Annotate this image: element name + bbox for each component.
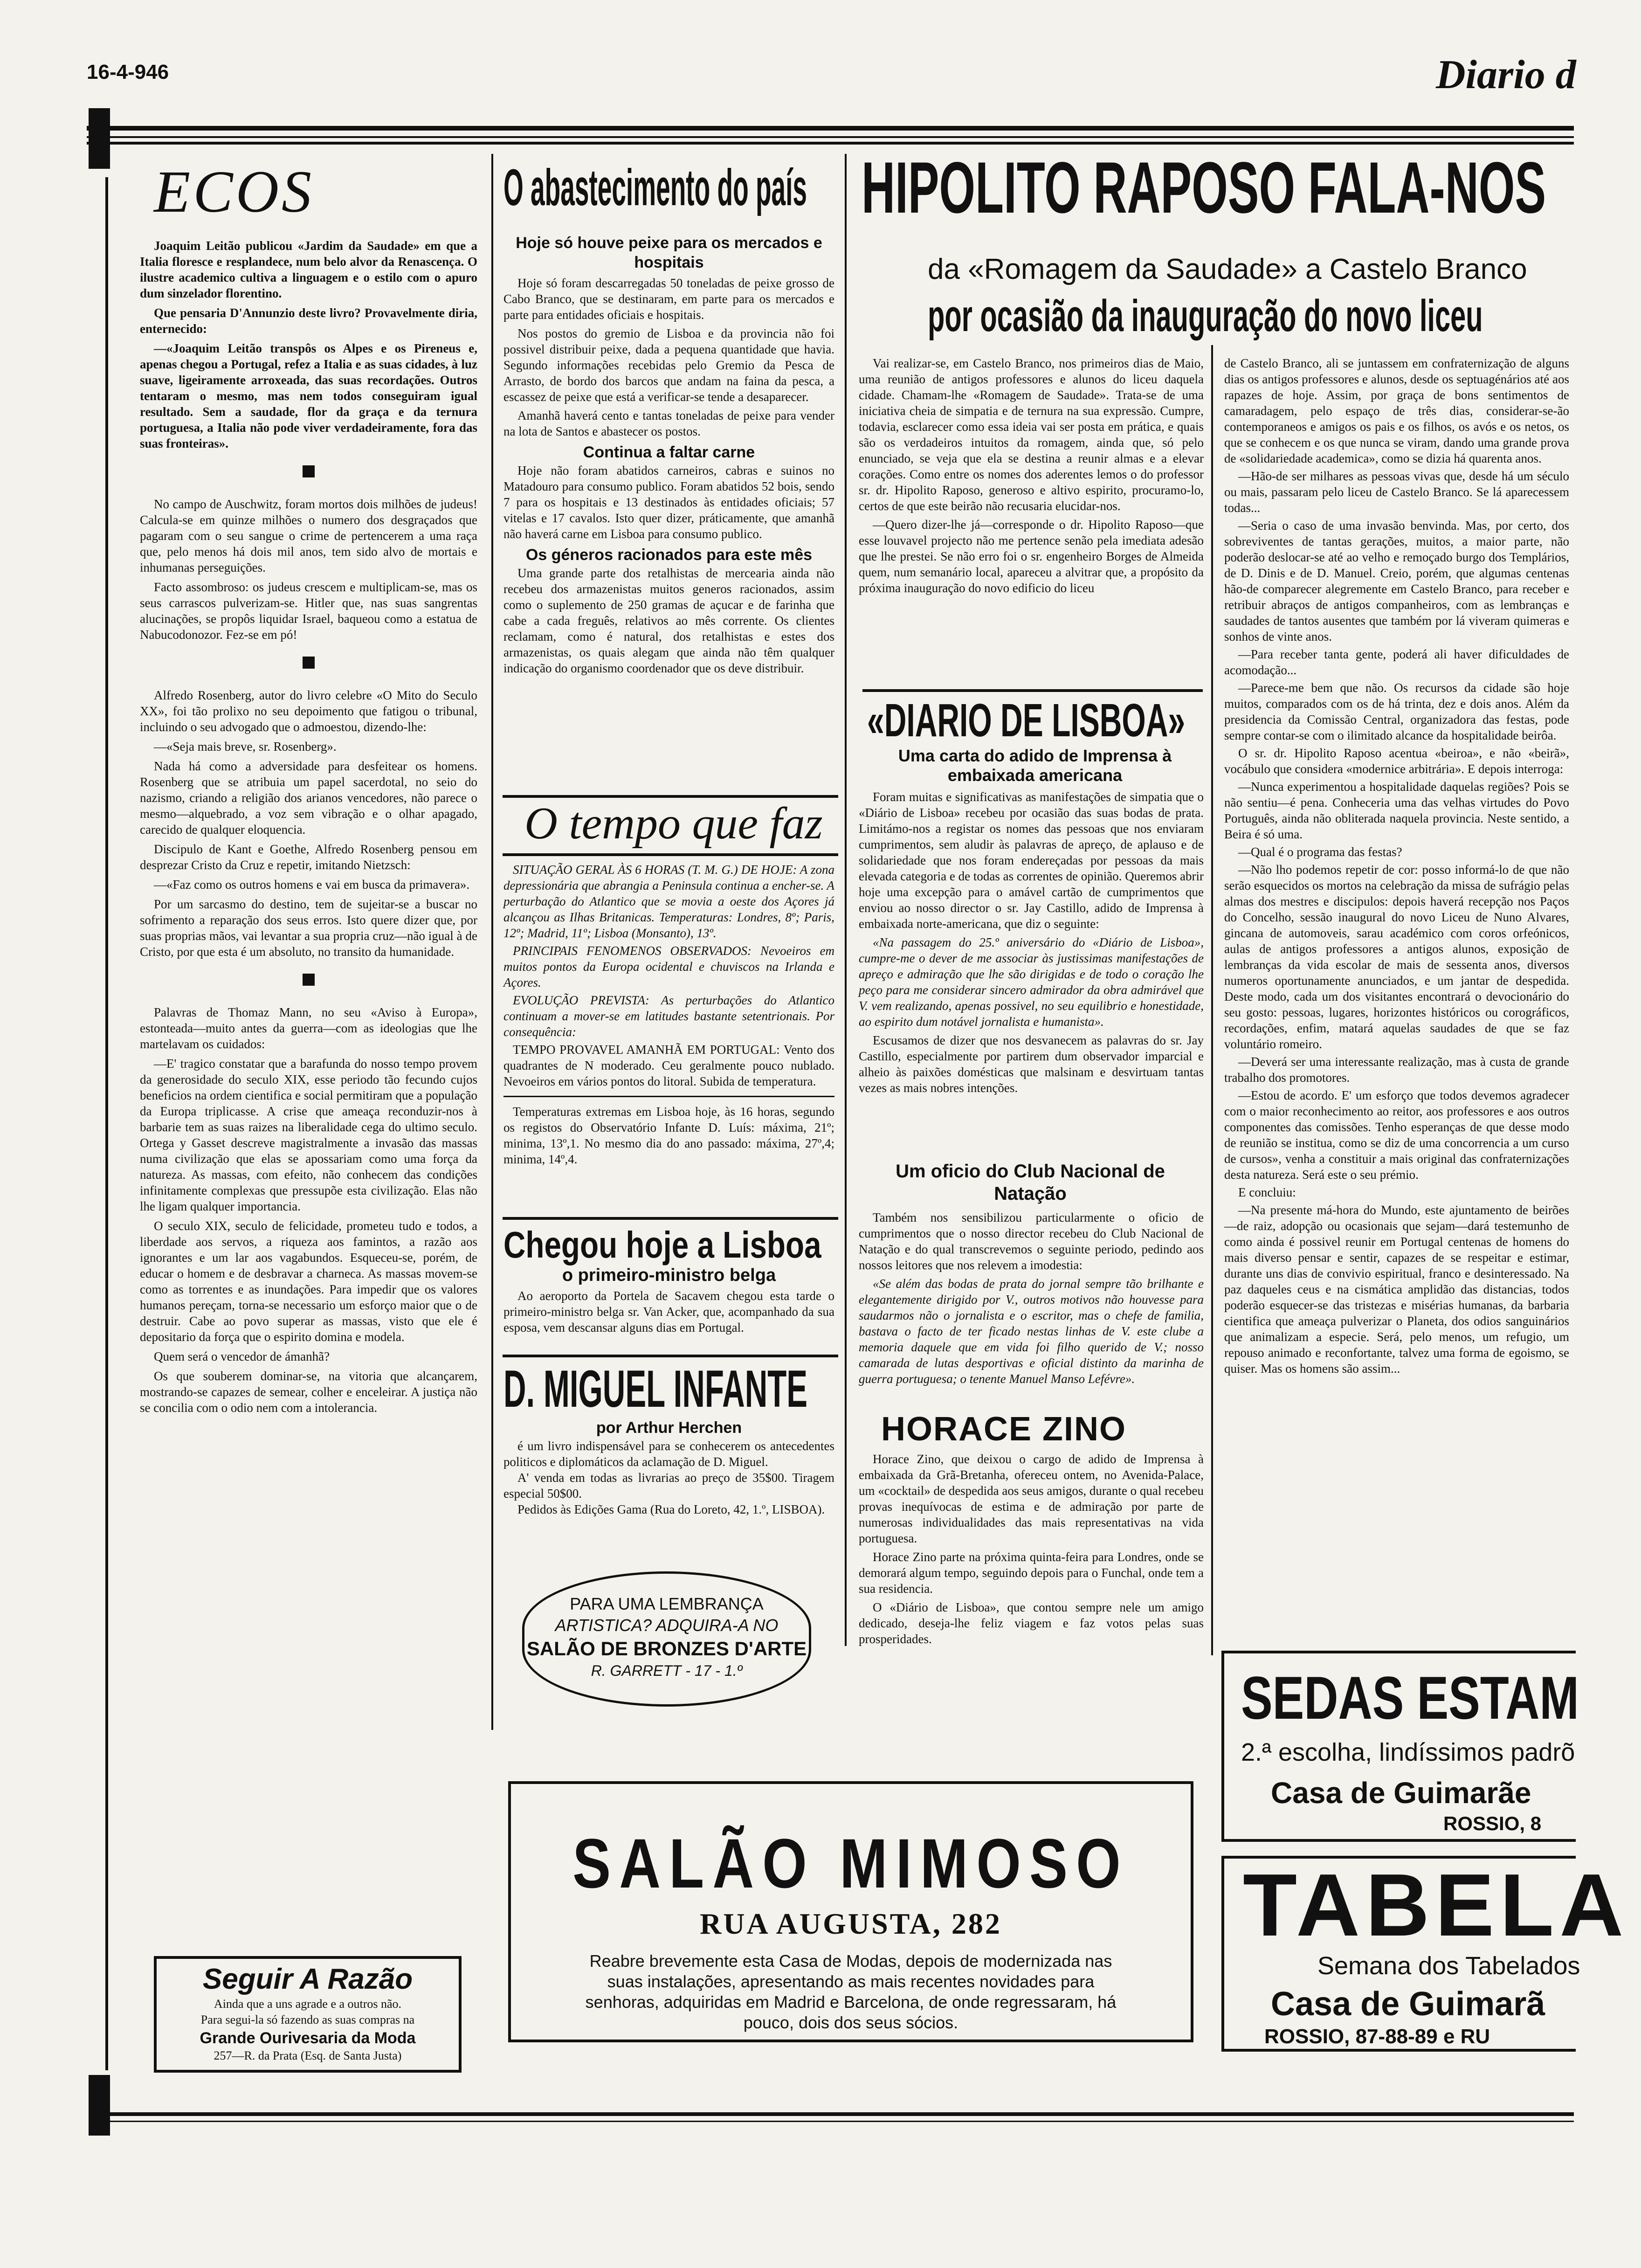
ad-subtitle: 2.ª escolha, lindíssimos padrõ xyxy=(1241,1738,1575,1766)
left-margin-block-bottom xyxy=(89,2075,110,2136)
column-rule-2 xyxy=(845,154,847,1646)
ad-line: PARA UMA LEMBRANÇA xyxy=(570,1594,764,1613)
paragraph: —Parece-me bem que não. Os recursos da cidade são hoje muitos, comparados com os de há trinta, dez e dois anos. Além da presidencia da Comissão Central, organizadora das festas, pode sempre contar-se com o ilimitado alcance da hospitalidade beirôa. xyxy=(1224,681,1569,742)
ecos-paragraph: Os que souberem dominar-se, na vitoria que alcançarem, mostrando-se capazes de semear, colher e enceleirar. A justiça não se concilia com o odio nem com a intolerancia. xyxy=(140,1369,477,1415)
paragraph: Foram muitas e significativas as manifestações de simpatia que o «Diário de Lisboa» recebeu por ocasião das suas bodas de prata. Limitámo-nos a registar os nomes das pessoas que nos enviaram cumprimentos, sem aludir às palavras de apreço, de aplauso e de solidariedade que nos foram endereçadas por pessoas da mais elevada categoria e de todas as correntes de opinião. Queremos abrir hoje uma excepção para o amável cartão de cumprimentos que enviou ao nosso director o sr. Jay Castillo, adido de Imprensa à embaixada norte-americana, que diz o seguinte: xyxy=(859,790,1204,931)
ad-title: SEDAS ESTAM xyxy=(1241,1664,1579,1732)
masthead: Diario d xyxy=(1436,52,1576,97)
chegou-title xyxy=(503,1224,834,1266)
header-rule-thin xyxy=(87,136,1574,138)
ad-line: Ainda que a uns agrade e a outros não. xyxy=(214,1997,402,2011)
paragraph: de Castelo Branco, ali se juntassem em confraternização de alguns dias os antigos professores e alunos, desde os septuagénários até aos rapazes de hoje. Assim, por graça de bons sentimentos de camaradagem, pelo espaço de três dias, considerar-se-ão contemporaneos e amigos os pais e os filhos, os avós e os netos, os que se conhecem e os que nunca se viram, dando uma grande prova de «solidariedade academica», como se dizia há quarenta anos. xyxy=(1224,356,1569,465)
section-bullet-icon xyxy=(303,465,315,477)
miguel-title-text: D. MIGUEL INFANTE xyxy=(503,1360,808,1418)
paragraph: Hoje só foram descarregadas 50 toneladas de peixe grosso de Cabo Branco, que se destinaram, em parte para os mercados e parte para entidades oficiais e hospitais. xyxy=(503,276,834,322)
ad-bronzes-d-arte xyxy=(522,1571,811,1707)
hipolito-title xyxy=(862,147,1546,228)
subhead: Os géneros racionados para este mês xyxy=(525,546,813,564)
chegou-body: Ao aeroporto da Portela de Sacavem chegou esta tarde o primeiro-ministro belga sr. Van Acker, que, acompanhado da sua esposa, vem descansar alguns dias em Portugal. xyxy=(503,1289,834,1335)
paragraph: —Estou de acordo. E' um esforço que todos devemos agradecer com o maior reconhecimento ao reitor, aos professores e aos outros componentes das comissões. Tenho esperanças de que desse modo de reunião se institua, como se diz de uma concorrencia a um curso de cursos», venha a constituir a mais original das confraternizações desta natureza. Será este o seu prémio. xyxy=(1224,1088,1569,1182)
club-body xyxy=(859,1210,1204,1387)
dl-title xyxy=(867,695,1203,746)
paragraph: PRINCIPAIS FENOMENOS OBSERVADOS: Nevoeiros em muitos pontos da Europa ocidental e chuviscos na Irlanda e Açores. xyxy=(503,944,834,989)
ecos-paragraph: O seculo XIX, seculo de felicidade, prometeu tudo e todos, a liberdade aos servos, a riqueza aos famintos, a razão aos ignorantes e um lar aos vagabundos. Esqueceu-se, porém, de educar o homem e de desbravar a charneca. As massas movem-se como as torrentes e as inundações. Para impedir que os valores humanos pereçam, torna-se necessario um esforço maior que o de destruir. Cabe ao povo superar as massas, visto que ele é depositario da força que o espirito domina e modela. xyxy=(140,1219,477,1344)
paragraph: —Nunca experimentou a hospitalidade daquelas regiões? Pois se não sentiu—é pena. Conheceria uma das velhas virtudes do Povo Português, ainda não obliterada naquela provincia. Neste sentido, a Beira é só uma. xyxy=(1224,780,1569,841)
miguel-title xyxy=(503,1359,834,1420)
paragraph: —Hão-de ser milhares as pessoas vivas que, desde há um século ou mais, passaram pelo liceu de Castelo Branco. Se lá aparecessem todas... xyxy=(1224,469,1569,515)
ecos-paragraph: —«Faz como os outros homens e vai em busca da primavera». xyxy=(154,878,470,892)
chegou-title-text: Chegou hoje a Lisboa xyxy=(503,1224,821,1265)
club-title: Um oficio do Club Nacional de Natação xyxy=(896,1161,1165,1204)
left-margin-block xyxy=(89,108,110,169)
paragraph: —Deverá ser uma interessante realização, mas à custa de grande trabalho dos promotores. xyxy=(1224,1055,1569,1085)
ecos-paragraph: No campo de Auschwitz, foram mortos dois milhões de judeus! Calcula-se em quinze milhões o numero dos desgraçados que pagaram com o seu sangue o crime de pertencerem a uma raça que, pelo menos há dois mil anos, tem sido alvo de mortais e inhumanas perseguições. xyxy=(140,497,477,574)
tempo-title: O tempo que faz xyxy=(524,798,823,849)
paragraph: Horace Zino parte na próxima quinta-feira para Londres, onde se demorará algum tempo, seguindo depois para o Funchal, onde tem a sua residencia. xyxy=(859,1550,1204,1596)
abastecimento-title-text: O abastecimento do país xyxy=(503,159,807,216)
paragraph: —Seria o caso de uma invasão benvinda. Mas, por certo, dos sobreviventes de tantas gerações, muitos, a maior parte, não poderão deslocar-se até ao velho e remoçado burgo dos Templários, de D. Dinis e de D. Manuel. Creio, porém, que algumas centenas hão-de comparecer alegremente em Castelo Branco, para receber e retribuir abraços de antigos companheiros, com as lembranças e saudades de tantos ausentes que também por lá viveram quimeras e sonhos de vinte anos. xyxy=(1224,519,1569,643)
ad-line: ARTISTICA? ADQUIRA-A NO xyxy=(555,1616,779,1635)
header-rule xyxy=(87,126,1574,131)
paragraph: —Não lho podemos repetir de cor: posso informá-lo de que não serão esquecidos os mortos na celebração da missa de sufrágio pelas almas dos mestres e discipulos: depois haverá recepção nos Paços do Concelho, sessão inaugural do novo Liceu de Nuno Alvares, gincana de automoveis, sarau académico com coros orfeónicos, aulas de antigos professores a antigos alunos, exposição de lembranças da vida escolar de mais de sessenta anos, diversos numeros oportunamente anunciados, e um jantar de despedida. Deste modo, cada um dos visitantes encontrará o devocionário do seu gosto: pessoas, lugares, horizontes históricos ou corográficos, recordações, enfim, matará aquelas saudades de que se faz voluntário romeiro. xyxy=(1224,863,1569,1051)
hipolito-col-1 xyxy=(859,355,1204,596)
paragraph: —Para receber tanta gente, poderá ali haver dificuldades de acomodação... xyxy=(1224,647,1569,677)
ad-body: Reabre brevemente esta Casa de Modas, depois de modernizada nas suas instalações, apresentando as mais recentes novidades para senhoras, adquiridas em Madrid e Barcelona, de onde regressaram, há pouco, dois dos seus sócios. xyxy=(585,1951,1117,2032)
header-rule-2 xyxy=(87,142,1574,145)
subhead: Hoje só houve peixe para os mercados e hospitais xyxy=(516,234,822,271)
abastecimento-body xyxy=(503,233,834,676)
miguel-byline: por Arthur Herchen xyxy=(596,1419,742,1437)
ecos-paragraph: —«Seja mais breve, sr. Rosenberg». xyxy=(154,740,337,754)
ecos-paragraph: Por um sarcasmo do destino, tem de sujeitar-se a buscar no sofrimento a reparação dos seus erros. Isto quere dizer que, por suas proprias mãos, vai levantar a sua propria cruz—não igual à de Cristo, por que esta é um absoluto, no transito da humanidade. xyxy=(140,897,477,959)
chegou-subtitle: o primeiro-ministro belga xyxy=(562,1265,776,1285)
subhead: Continua a faltar carne xyxy=(583,443,755,461)
hipolito-title-text: HIPOLITO RAPOSO FALA-NOS xyxy=(862,147,1546,228)
ad-address: ROSSIO, 8 xyxy=(1443,1812,1542,1834)
tempo-body xyxy=(503,862,834,1167)
paragraph: Escusamos de dizer que nos desvanecem as palavras do sr. Jay Castillo, especialmente por partirem dum observador imparcial e alheio às paixões domésticas que malsinam e desvirtuam tantas vezes as mais nobres intenções. xyxy=(859,1033,1204,1095)
footer-rule xyxy=(110,2112,1574,2116)
ad-address: 257—R. da Prata (Esq. de Santa Justa) xyxy=(214,2049,402,2062)
paragraph: «Na passagem do 25.º aniversário do «Diário de Lisboa», cumpre-me o dever de me associar às justissimas manifestações de apreço e admiração que lhe são dirigidas e de todo o coração lhe peço para me considerar sincero admirador da obra admirável que V. vem realizando, apenas possivel, no seu equilibrio e honestidade, ao espirito dum notável jornalista e humanista». xyxy=(859,935,1204,1029)
paragraph: Amanhã haverá cento e tantas toneladas de peixe para vender na lota de Santos e abastecer os postos. xyxy=(503,408,834,438)
hipolito-col-2 xyxy=(1224,355,1569,1376)
issue-date: 16-4-946 xyxy=(87,61,169,83)
paragraph: Hoje não foram abatidos carneiros, cabras e suinos no Matadouro para consumo publico. Foram abatidos 52 bois, sendo 7 para os hospitais e 13 destinados às entidades oficiais; 57 vitelas e 17 cavalos. Isto quer dizer, práticamente, que amanhã não haverá carne em Lisboa para consumo publico. xyxy=(503,463,834,541)
ecos-title: ECOS xyxy=(154,159,314,225)
ad-address: RUA AUGUSTA, 282 xyxy=(700,1907,1002,1940)
dl-box-top xyxy=(862,689,1203,692)
paragraph: E concluiu: xyxy=(1238,1185,1296,1199)
paragraph: A' venda em todas as livrarias ao preço de 35$00. Tiragem especial 50$00. xyxy=(503,1471,834,1500)
paragraph: —Quero dizer-lhe já—corresponde o dr. Hipolito Raposo—que esse louvavel projecto não me pertence senão pela imediata adesão que lhe prestei. Se não erro foi o sr. engenheiro Borges de Almeida quem, num semanário local, apareceu a alvitrar que, a propósito da próxima inauguração do novo edificio do liceu xyxy=(859,518,1204,595)
paragraph: Temperaturas extremas em Lisboa hoje, às 16 horas, segundo os registos do Observatório Infante D. Luís: máxima, 21º; minima, 13º,1. No mesmo dia do ano passado: máxima, 27º,4; minima, 14º,4. xyxy=(503,1105,834,1166)
column-rule-3 xyxy=(1211,345,1213,1655)
ecos-paragraph: Palavras de Thomaz Mann, no seu «Aviso à Europa», estonteada—muito antes da guerra—com as ideologias que lhe martelavam os cuidados: xyxy=(140,1005,477,1051)
hipolito-subtitle-2 xyxy=(928,293,1552,339)
paragraph: Vai realizar-se, em Castelo Branco, nos primeiros dias de Maio, uma reunião de antigos professores e alunos do liceu daquela cidade. Chamam-lhe «Romagem de Saudade». Trata-se de uma iniciativa cheia de simpatia e de ternura na sua expressão. Cumpre, todavia, esclarecer como essa ideia vai ser posta em prática, e quais são os verdadeiros intuitos da romagem, ainda que, só pelo enunciado, se veja que ela se destina a reunir almas e a elevar corações. Como entre os nomes dos aderentes lemos o do professor sr. dr. Hipolito Raposo, generoso e altivo espirito, procuramo-lo, certos de que este beirão não recusaria elucidar-nos. xyxy=(859,356,1204,513)
ad-salao-mimoso xyxy=(508,1781,1193,2042)
miguel-body xyxy=(503,1438,834,1517)
ecos-body xyxy=(140,238,477,1419)
dl-body xyxy=(859,789,1204,1096)
paragraph: «Se além das bodas de prata do jornal sempre tão brilhante e elegantemente dirigido por V., outros motivos não houvesse para saudarmos não o jornalista e o escritor, mas o chefe de familia, bastava o facto de ter ficado nestas linhas de V. este clube a memoria daquele que em vida foi filho querido de V.; nosso camarada de lutas desportivas e oficial distinto da marinha de guerra portuguesa; o tenente Manuel Manso Lefévre». xyxy=(859,1277,1204,1386)
ecos-paragraph: Nada há como a adversidade para desfeitear os homens. Rosenberg que se atribuia um papel sacerdotal, no seio do nazismo, criando a religião dos arianos vencedores, não parece o mesmo—alquebrado, a voz sem vibração e o olhar apagado, carecido de qualquer eloquencia. xyxy=(140,759,477,837)
ad-address: ROSSIO, 87-88-89 e RU xyxy=(1264,2025,1490,2048)
ad-shop: Casa de Guimarã xyxy=(1271,1985,1545,2023)
paragraph: SITUAÇÃO GERAL ÀS 6 HORAS (T. M. G.) DE HOJE: A zona depressionária que abrangia a Peninsula continua a encher-se. A perturbação do Atlantico que se movia a oeste dos Açores já alcançou as Ilhas Britanicas. Temperaturas: Londres, 8º; Paris, 12º; Madrid, 11º; Lisboa (Monsanto), 13º. xyxy=(503,863,834,940)
paragraph: Nos postos do gremio de Lisboa e da provincia não foi possivel distribuir peixe, dada a pequena quantidade que havia. Segundo informações recebidas pelo Gremio da Pesca de Arrasto, de bordo dos barcos que andam na faina da pesca, a escassez de peixe que está a verificar-se tende a desaparecer. xyxy=(503,326,834,404)
zino-body xyxy=(859,1451,1204,1647)
ad-title: TABELA xyxy=(1243,1856,1629,1955)
paragraph: EVOLUÇÃO PREVISTA: As perturbações do Atlantico continuam a mover-se em latitudes bastante setentrionais. Por consequência: xyxy=(503,993,834,1039)
paragraph: Horace Zino, que deixou o cargo de adido de Imprensa à embaixada da Grã-Bretanha, ofereceu ontem, no Avenida-Palace, um «cocktail» de despedida aos seus amigos, durante o qual recebeu provas inequívocas de estima e de admiração por parte de numerosas individualidades das mais representativas na vida portuguesa. xyxy=(859,1452,1204,1545)
ecos-paragraph: Facto assombroso: os judeus crescem e multiplicam-se, mas os seus carrascos pulverizam-se. Hitler que, nas suas sangrentas alucinações, se propôs liquidar Israel, baqueou como a estatua de Nabucodonozor. Fez-se em pó! xyxy=(140,580,477,642)
ad-shop: Grande Ourivesaria da Moda xyxy=(200,2029,416,2047)
paragraph: O «Diário de Lisboa», que contou sempre nele um amigo dedicado, deseja-lhe feliz viagem e faz votos pelas suas prosperidades. xyxy=(859,1600,1204,1646)
ecos-paragraph: Alfredo Rosenberg, autor do livro celebre «O Mito do Seculo XX», foi tão prolixo no seu depoimento que fatigou o tribunal, incluindo o seu advogado que o admoestou, dizendo-lhe: xyxy=(140,688,477,734)
divider xyxy=(503,1096,834,1097)
ecos-paragraph: —«Joaquim Leitão transpôs os Alpes e os Pireneus e, apenas chegou a Portugal, refez a Italia e as suas cidades, à luz suave, ligeiramente arroxeada, das suas recordações. Outros tentaram o mesmo, mas nem todos conseguiram igual resultado. Sem a saudade, flor da graça e da ternura portuguesa, a Italia não pode viver verdadeiramente, fora das suas fronteiras». xyxy=(140,341,477,450)
paragraph: Pedidos às Edições Gama (Rua do Loreto, 42, 1.º, LISBOA). xyxy=(517,1502,825,1516)
ad-title: SALÃO MIMOSO xyxy=(572,1824,1129,1902)
zino-title: HORACE ZINO xyxy=(881,1411,1126,1448)
dl-subtitle: Uma carta do adido de Imprensa à embaixada americana xyxy=(898,746,1172,785)
hipolito-subtitle: da «Romagem da Saudade» a Castelo Branco xyxy=(928,253,1527,285)
ad-sedas xyxy=(1221,1651,1579,1842)
ad-title: Seguir A Razão xyxy=(202,1963,413,1995)
paragraph: TEMPO PROVAVEL AMANHÃ EM PORTUGAL: Vento dos quadrantes de N moderado. Ceu geralmente pouco nublado. Nevoeiros em vários pontos do litoral. Subida de temperatura. xyxy=(503,1043,834,1088)
ad-shop: SALÃO DE BRONZES D'ARTE xyxy=(526,1638,807,1660)
footer-rule-thin xyxy=(110,2121,1574,2122)
miguel-top-rule xyxy=(503,1355,838,1357)
ad-address: R. GARRETT - 17 - 1.º xyxy=(591,1662,743,1679)
hipolito-subtitle-2-text: por ocasião da inauguração do novo liceu xyxy=(928,291,1483,341)
paragraph: —Na presente má-hora do Mundo, este ajuntamento de beirões—de raiz, adopção ou ocasionais que sejam—dará testemunho de como ainda é possivel reunir em Portugal centenas de homens do mais diverso pensar e sentir, capazes de se respeitar e estimar, durante uns dias de convivio espiritual, franco e desinteressado. Na paz daqueles ceus e na cismática amplidão das distancias, todos poderão esquecer-se das tristezas e misérias humanas, da barbaria cientifica que ameaça pulverizar o Planeta, dos odios sanguinários que animalizam a especie. Será, pelo menos, um refugio, um repouso animado e reconfortante, talvez uma forma de egoismo, se quiser. Mas os homens são assim... xyxy=(1224,1203,1569,1376)
ad-seguir-a-razao xyxy=(154,1956,462,2073)
column-rule-1 xyxy=(491,154,493,1730)
ecos-paragraph: Discipulo de Kant e Goethe, Alfredo Rosenberg pensou em desprezar Cristo da Cruz e repetir, imitando Nietzsch: xyxy=(140,842,477,872)
chegou-top-rule xyxy=(503,1217,838,1220)
ad-tabela xyxy=(1221,1856,1629,2052)
section-bullet-icon xyxy=(303,974,315,986)
paragraph: Uma grande parte dos retalhistas de mercearia ainda não recebeu dos armazenistas muitos generos racionados, assim como o suplemento de 250 gramas de açucar e de farinha que cabe a cada freguês, relativos ao mês corrente. Os clientes reclamam, como é natural, dos retalhistas e estes dos armazenistas, os quais alegam que ainda não têm qualquer indicação do organismo coordenador que os deve distribuir. xyxy=(503,566,834,675)
ecos-paragraph: Quem será o vencedor de ámanhã? xyxy=(154,1349,330,1363)
ad-shop: Casa de Guimarãe xyxy=(1271,1776,1531,1810)
dl-title-text: «DIARIO DE LISBOA» xyxy=(867,694,1186,747)
paragraph: é um livro indispensável para se conhecerem os antecedentes politicos e diplomáticos da aclamação de D. Miguel. xyxy=(503,1439,834,1469)
left-margin-rule xyxy=(105,177,108,2070)
paragraph: —Qual é o programa das festas? xyxy=(1238,845,1402,859)
tempo-box-rule xyxy=(503,853,838,856)
ad-line: Para segui-la só fazendo as suas compras na xyxy=(200,2013,415,2026)
section-bullet-icon xyxy=(303,657,315,669)
ecos-paragraph: Que pensaria D'Annunzio deste livro? Provavelmente diria, enternecido: xyxy=(140,306,477,336)
ad-subtitle: Semana dos Tabelados xyxy=(1317,1952,1580,1980)
paragraph: Também nos sensibilizou particularmente o oficio de cumprimentos que o nosso director recebeu do Club Nacional de Natação e do qual transcrevemos o seguinte periodo, pedindo aos nossos leitores que nos relevem a imodestia: xyxy=(859,1210,1204,1272)
ecos-paragraph: —E' tragico constatar que a barafunda do nosso tempo provem da generosidade do seculo XIX, esse periodo tão fecundo cujos beneficios na ordem cientifica e social permitiram que a população da Europa triplicasse. A crise que ameaça reconduzir-nos à barbarie tem as suas raizes na liberalidade cega do ultimo seculo. Ortega y Gasset descreve magistralmente a invasão das massas numa civilização que elas se apossariam como uma força da natureza. As massas, com efeito, não conhecem das condições infinitamente complexas que pressupõe esta civilização. Elas não lhe ligam qualquer importancia. xyxy=(140,1057,477,1213)
abastecimento-title xyxy=(503,158,834,223)
paragraph: O sr. dr. Hipolito Raposo acentua «beiroa», e não «beirã», vocábulo que considera «modernice arbitrária». E depois interroga: xyxy=(1224,746,1569,776)
ecos-paragraph: Joaquim Leitão publicou «Jardim da Saudade» em que a Italia floresce e resplandece, num belo alvor da Renascença. O ilustre academico cultiva a linguagem e o estilo com o apuro dum sinzelador florentino. xyxy=(140,239,477,300)
